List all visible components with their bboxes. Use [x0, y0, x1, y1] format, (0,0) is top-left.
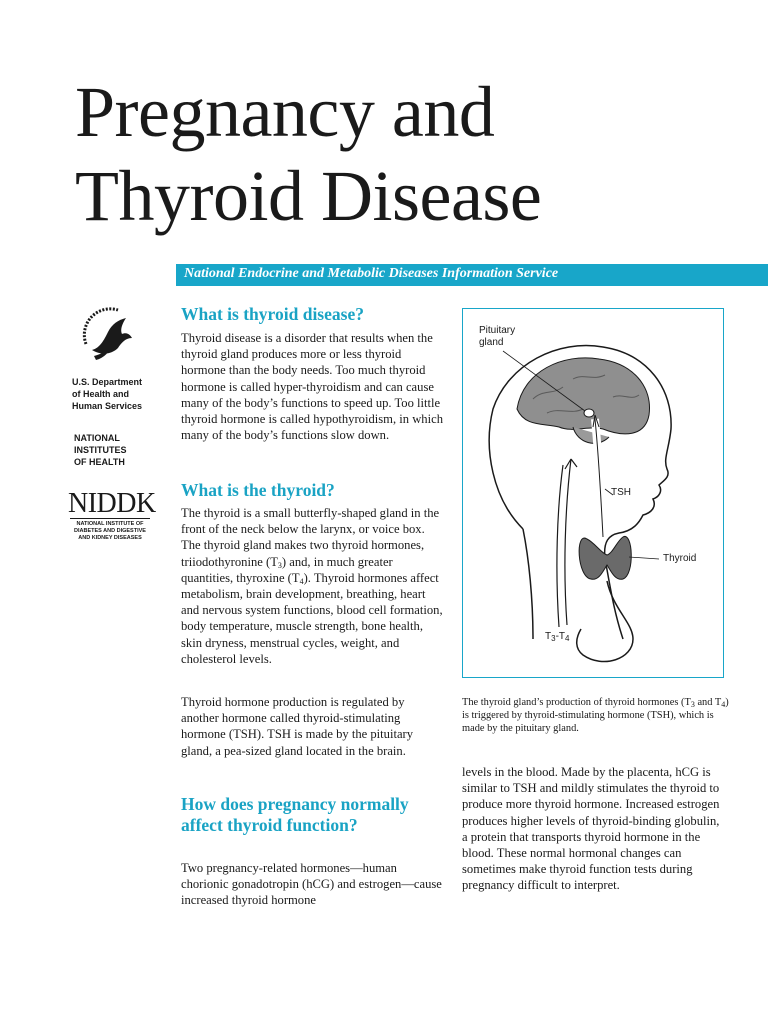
- heading-what-is-the-thyroid: What is the thyroid?: [181, 480, 335, 500]
- label-thyroid: Thyroid: [663, 553, 697, 564]
- heading-what-is-thyroid-disease: What is thyroid disease?: [181, 304, 364, 324]
- caption-c: ) is triggered by thyroid-stimulating hormone (TSH), which is made by the pituitary gland.: [462, 697, 729, 735]
- figure-caption: [462, 696, 736, 735]
- head-illustration: [463, 309, 723, 677]
- heading-pregnancy-thyroid-function: How does pregnancy normally affect thyroid function?: [181, 794, 409, 835]
- subscript-4: 4: [299, 576, 304, 586]
- thyroid-text-c: ). Thyroid hormones affect metabolism, brain development, breathing, heart and nervous system functions, blood cell formation, body temperature, muscle strength, bone health, skin dryness, menstrual cycles, weight, and cholesterol levels.: [181, 570, 443, 666]
- hhs-line-3: Human Services: [72, 401, 143, 411]
- nih-line-1: NATIONAL: [74, 433, 120, 443]
- title-line-1: Pregnancy and: [75, 72, 495, 152]
- paragraph-pregnancy-hormones: Two pregnancy-related hormones—human chorionic gonadotropin (hCG) and estrogen—cause increased thyroid hormone: [181, 861, 442, 908]
- hhs-line-2: of Health and: [72, 389, 130, 399]
- niddk-full-name: [70, 518, 150, 542]
- thyroid-figure: [462, 308, 724, 678]
- thyroid-text-a: The thyroid is a small butterfly-shaped gland in the front of the neck below the larynx, or voice box. The thyroid gland makes two thyroid hormones, triiodothyronine (T: [181, 506, 440, 569]
- niddk-sub-2: DIABETES AND DIGESTIVE: [74, 528, 146, 534]
- niddk-sub-3: AND KIDNEY DISEASES: [78, 535, 142, 541]
- nih-name: [74, 432, 164, 468]
- hhs-name: [72, 376, 182, 412]
- thyroid-text-b: ) and, in much greater quantities, thyroxine (T: [181, 554, 393, 585]
- service-banner: [176, 264, 768, 286]
- label-sub-3: 3: [551, 634, 556, 643]
- label-t3-t4: [545, 631, 569, 643]
- paragraph-thyroid: [181, 505, 443, 667]
- label-sub-4: 4: [565, 634, 570, 643]
- caption-a: The thyroid gland’s production of thyroid hormones (T: [462, 697, 691, 709]
- niddk-logo: NIDDK: [68, 488, 156, 519]
- page-title: [75, 70, 541, 238]
- hhs-line-1: U.S. Department: [72, 377, 143, 387]
- caption-b: and T: [694, 697, 722, 709]
- hhs-eagle-seal-icon: [78, 304, 140, 366]
- nih-line-2: INSTITUTES: [74, 445, 127, 455]
- caption-sub-3: 3: [690, 700, 695, 710]
- paragraph-tsh: Thyroid hormone production is regulated by another hormone called thyroid-stimulating hormone (TSH). TSH is made by the pituitary gland, a pea-sized gland located in the brain.: [181, 695, 414, 758]
- caption-sub-4: 4: [721, 700, 726, 710]
- subscript-3: 3: [277, 560, 282, 570]
- nih-line-3: OF HEALTH: [74, 457, 125, 467]
- label-tsh: TSH: [611, 487, 631, 498]
- paragraph-pregnancy-continued: levels in the blood. Made by the placenta, hCG is similar to TSH and mildly stimulates the thyroid to produce more thyroid hormone. Increased estrogen produces higher levels of thyroid-binding globulin, a protein that transports thyroid hormone in the blood. These normal hormonal changes can sometimes make thyroid function tests during pregnancy difficult to interpret.: [462, 765, 720, 893]
- title-line-2: Thyroid Disease: [75, 156, 542, 236]
- label-t-a: T: [545, 631, 552, 642]
- niddk-sub-1: NATIONAL INSTITUTE OF: [76, 521, 144, 527]
- service-banner-text: National Endocrine and Metabolic Diseases Information Service: [184, 266, 559, 281]
- label-t-mid: -T: [555, 631, 566, 642]
- paragraph-thyroid-disease: Thyroid disease is a disorder that results when the thyroid gland produces more or less thyroid hormone than the body needs. Too much thyroid hormone is called hyper-thyroidism and can cause many of the body’s functions to speed up. Too little thyroid hormone is called hypothyroidism, in which many of the body’s functions slow down.: [181, 331, 443, 443]
- label-pituitary-gland: Pituitary gland: [479, 325, 516, 348]
